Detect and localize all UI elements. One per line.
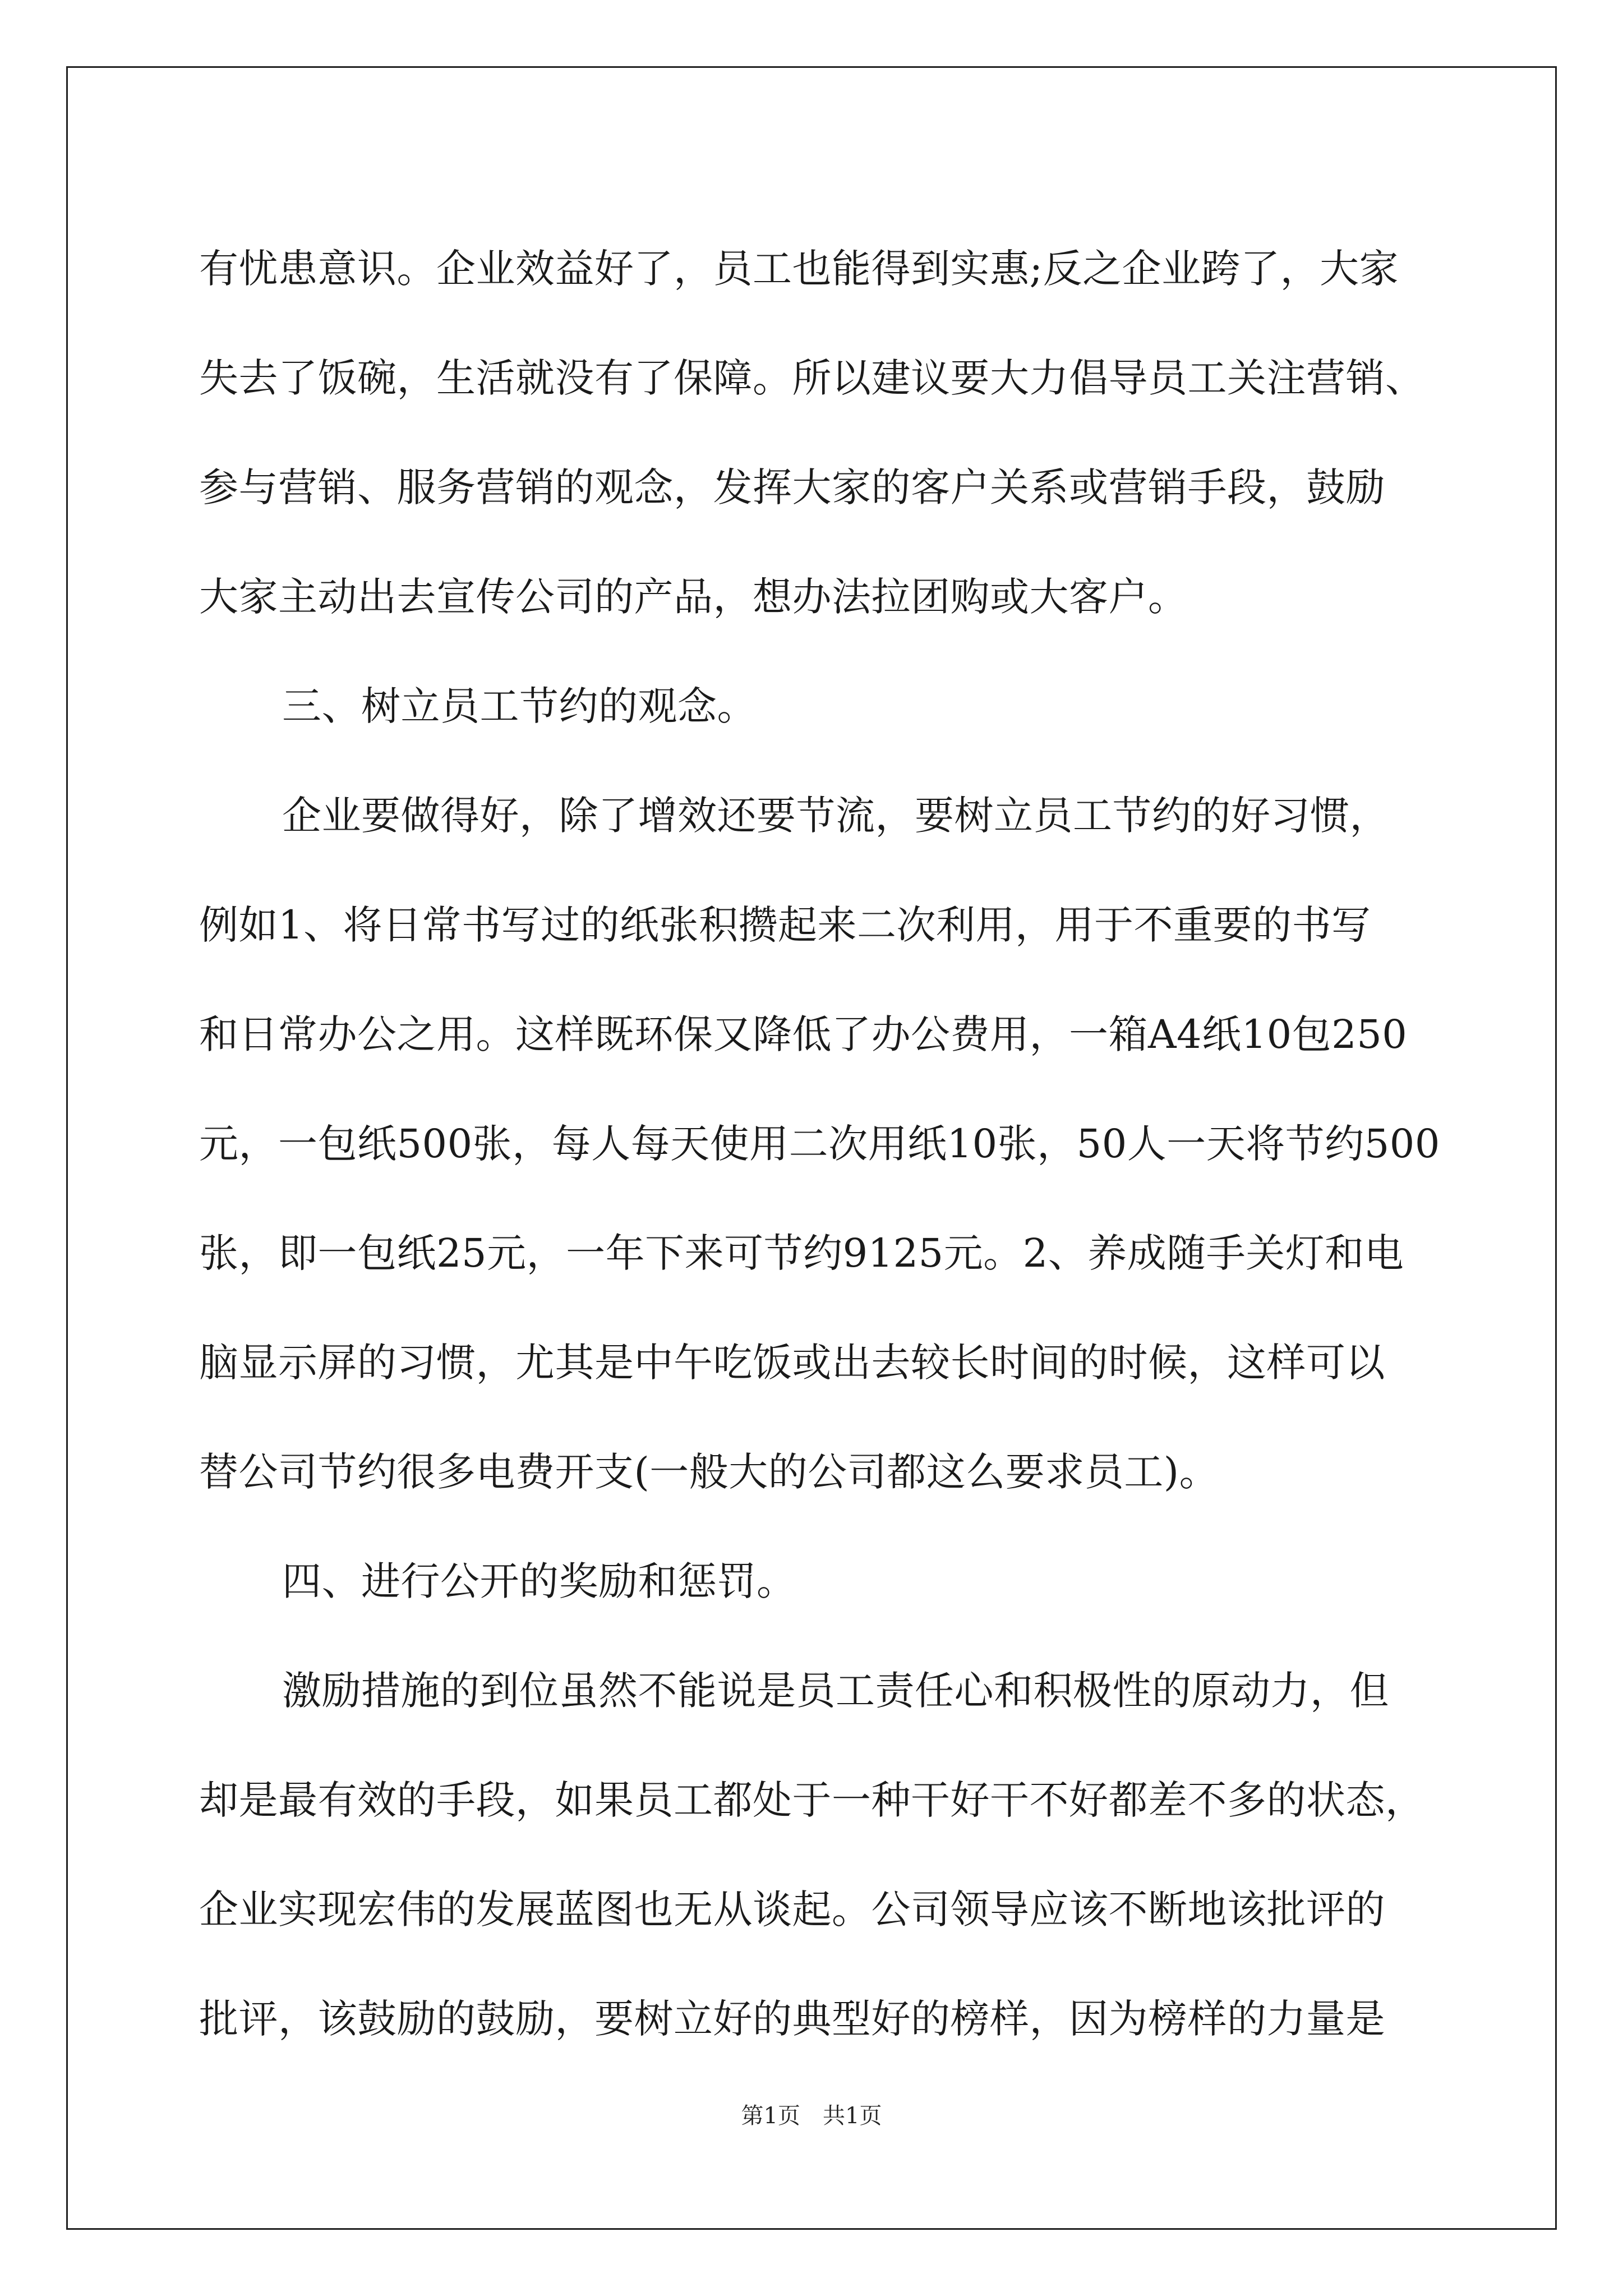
section-heading: 三、树立员工节约的观念。 (282, 683, 757, 729)
document-body (199, 214, 1440, 2074)
text-line: 大家主动出去宣传公司的产品，想办法拉团购或大客户。 (199, 574, 1188, 620)
text-line: 例如1、将日常书写过的纸张积攒起来二次利用，用于不重要的书写 (199, 902, 1371, 948)
text-line: 却是最有效的手段，如果员工都处于一种干好干不好都差不多的状态， (199, 1777, 1425, 1823)
text-line: 和日常办公之用。这样既环保又降低了办公费用，一箱A4纸10包250 (199, 1011, 1408, 1057)
text-line: 失去了饭碗，生活就没有了保障。所以建议要大力倡导员工关注营销、 (199, 355, 1425, 401)
text-line: 批评，该鼓励的鼓励，要树立好的典型好的榜样，因为榜样的力量是 (199, 1996, 1385, 2042)
text-line: 脑显示屏的习惯，尤其是中午吃饭或出去较长时间的时候，这样可以 (199, 1340, 1385, 1386)
section-heading: 四、进行公开的奖励和惩罚。 (282, 1558, 796, 1604)
text-line: 张，即一包纸25元，一年下来可节约9125元。2、养成随手关灯和电 (199, 1230, 1404, 1276)
text-line: 元，一包纸500张，每人每天使用二次用纸10张，50人一天将节约500 (199, 1121, 1440, 1167)
text-line: 企业实现宏伟的发展蓝图也无从谈起。公司领导应该不断地该批评的 (199, 1887, 1385, 1932)
text-line: 替公司节约很多电费开支(一般大的公司都这么要求员工)。 (199, 1449, 1219, 1495)
text-line: 参与营销、服务营销的观念，发挥大家的客户关系或营销手段，鼓励 (199, 464, 1385, 510)
text-line: 激励措施的到位虽然不能说是员工责任心和积极性的原动力，但 (282, 1668, 1389, 1714)
text-line: 有忧患意识。企业效益好了，员工也能得到实惠;反之企业跨了，大家 (199, 246, 1399, 292)
page-footer: 第1页 共1页 (741, 2103, 882, 2129)
text-line: 企业要做得好，除了增效还要节流，要树立员工节约的好习惯， (282, 793, 1389, 839)
